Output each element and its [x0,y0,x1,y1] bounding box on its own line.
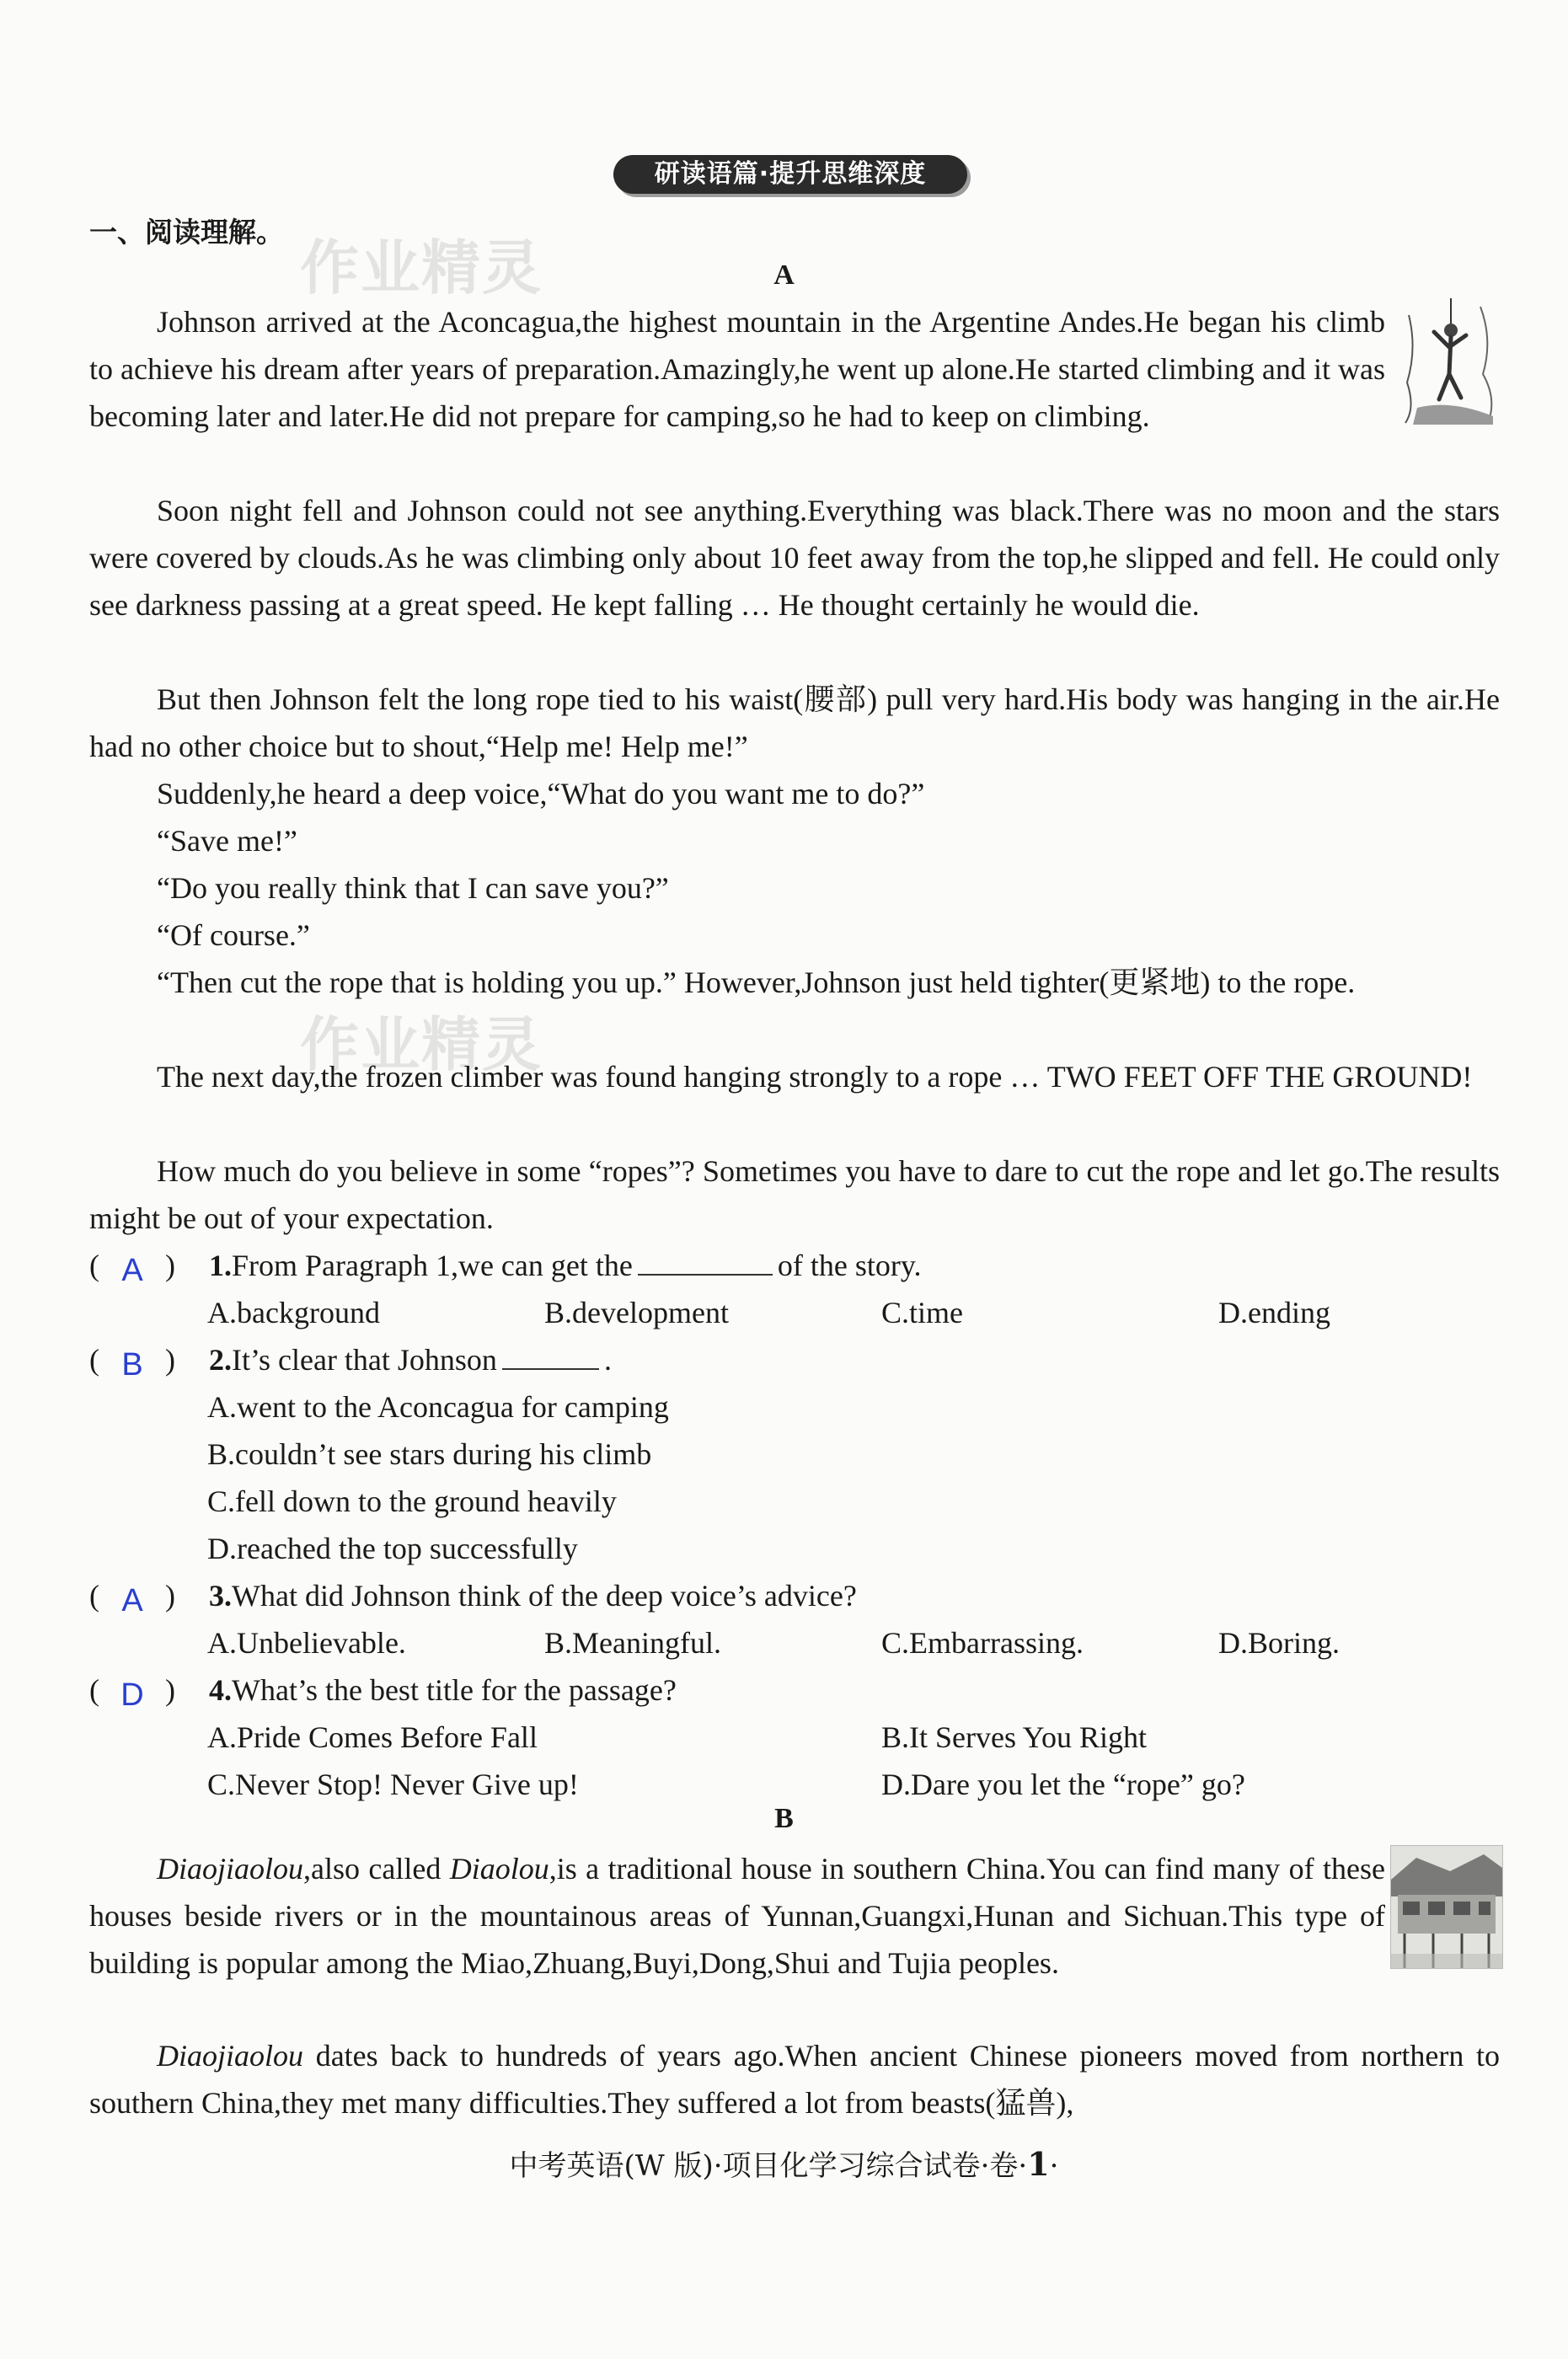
term-diaolou: Diaolou [449,1852,549,1886]
answer-slot: ( A ) [89,1572,209,1619]
footer-text: 中考英语(W 版)·项目化学习综合试卷·卷· [509,2149,1028,2183]
question-3: ( A ) 3.What did Johnson think of the deep voice’s advice? [89,1572,1500,1619]
passage-a-paragraph-5: “Save me!” [157,824,297,858]
passage-a-paragraph-2: Soon night fell and Johnson could not see anything.Everything was black.There was no moon and the stars were covered by clouds.As he was climbing only about 10 feet away from the top,he slipped and fell. He could only see darkness passing at a great speed. He kept falling … He thought certainly he would die. [89,494,1500,622]
option-c: C.Never Stop! Never Give up! [207,1768,579,1801]
watermark-middle: 作业精灵 [300,1010,543,1079]
page-number: 1 [1027,2145,1050,2183]
option-d: D.Dare you let the “rope” go? [881,1768,1245,1801]
option-a: A.Pride Comes Before Fall [207,1720,538,1754]
option-d: D.ending [1218,1296,1330,1329]
option-b: B.It Serves You Right [881,1720,1148,1754]
passage-a-paragraph-10: How much do you believe in some “ropes”? Sometimes you have to dare to cut the rope and let go.The results might be out of your expectation. [89,1154,1500,1235]
term-diaojiaolou: Diaojiaolou [157,1852,304,1886]
passage-a-paragraph-8: “Then cut the rope that is holding you up.” However,Johnson just held tighter(更紧地) to the rope. [157,966,1356,999]
passage-a-paragraph-6: “Do you really think that I can save you?” [157,871,669,905]
option-a: A.went to the Aconcagua for camping [207,1390,669,1424]
option-d: D.reached the top successfully [207,1532,578,1565]
passage-a-paragraph-7: “Of course.” [157,918,310,952]
climber-illustration [1400,298,1501,425]
answer-slot: ( D ) [89,1666,209,1714]
option-c: C.Embarrassing. [881,1626,1084,1660]
watermark-top: 作业精灵 [300,233,543,302]
answer-slot: ( A ) [89,1242,209,1289]
passage-b-paragraph-1: Diaojiaolou,also called Diaolou,is a traditional house in southern China.You can find many of these houses beside rivers or in the mountainous areas of Yunnan,Guangxi,Hunan and Sichuan.This type of building is popular among the Miao,Zhuang,Buyi,Dong,Shui and Tujia peoples. [89,1852,1386,1980]
question-4: ( D ) 4.What’s the best title for the passage? [89,1666,1500,1714]
option-d: D.Boring. [1218,1626,1340,1660]
option-a: A.Unbelievable. [207,1626,406,1660]
option-c: C.fell down to the ground heavily [207,1484,617,1518]
answer-mark: B [121,1347,143,1383]
section-heading: 一、阅读理解。 [89,216,284,249]
passage-a-paragraph-1: Johnson arrived at the Aconcagua,the highest mountain in the Argentine Andes.He began his climb to achieve his dream after years of preparation.Amazingly,he went up alone.He started climbing and it was becoming later and later.He did not prepare for camping,so he had to keep on climbing. [89,305,1385,433]
option-c: C.time [881,1296,963,1329]
option-a: A.background [207,1296,380,1329]
question-1: ( A ) 1.From Paragraph 1,we can get the of the story. [89,1242,1500,1289]
passage-b-paragraph-2: Diaojiaolou dates back to hundreds of years ago.When ancient Chinese pioneers moved from northern to southern China,they met many difficulties.They suffered a lot from beasts(猛兽), [89,2039,1500,2120]
page-footer: 中考英语(W 版)·项目化学习综合试卷·卷·1· [509,2145,1059,2183]
option-b: B.development [544,1296,729,1329]
option-b: B.Meaningful. [544,1626,721,1660]
answer-mark: A [121,1253,143,1288]
question-2: ( B ) 2.It’s clear that Johnson . [89,1336,1500,1383]
blank-line [502,1343,599,1370]
answer-slot: ( B ) [89,1336,209,1383]
passage-a-label: A [773,259,795,291]
section-banner: 研读语篇·提升思维深度 [613,155,967,194]
passage-a-paragraph-9: The next day,the frozen climber was found hanging strongly to a rope … TWO FEET OFF THE GROUND! [157,1060,1473,1094]
answer-mark: A [121,1583,143,1618]
term-diaojiaolou: Diaojiaolou [157,2039,304,2073]
option-b: B.couldn’t see stars during his climb [207,1437,652,1471]
blank-line [638,1249,773,1276]
diaojiaolou-photo [1390,1845,1503,1969]
passage-a-paragraph-4: Suddenly,he heard a deep voice,“What do you want me to do?” [157,777,925,810]
passage-a-paragraph-3: But then Johnson felt the long rope tied to his waist(腰部) pull very hard.His body was hanging in the air.He had no other choice but to shout,“Help me! Help me!” [89,682,1500,763]
passage-b-label: B [774,1803,794,1834]
answer-mark: D [120,1677,144,1713]
